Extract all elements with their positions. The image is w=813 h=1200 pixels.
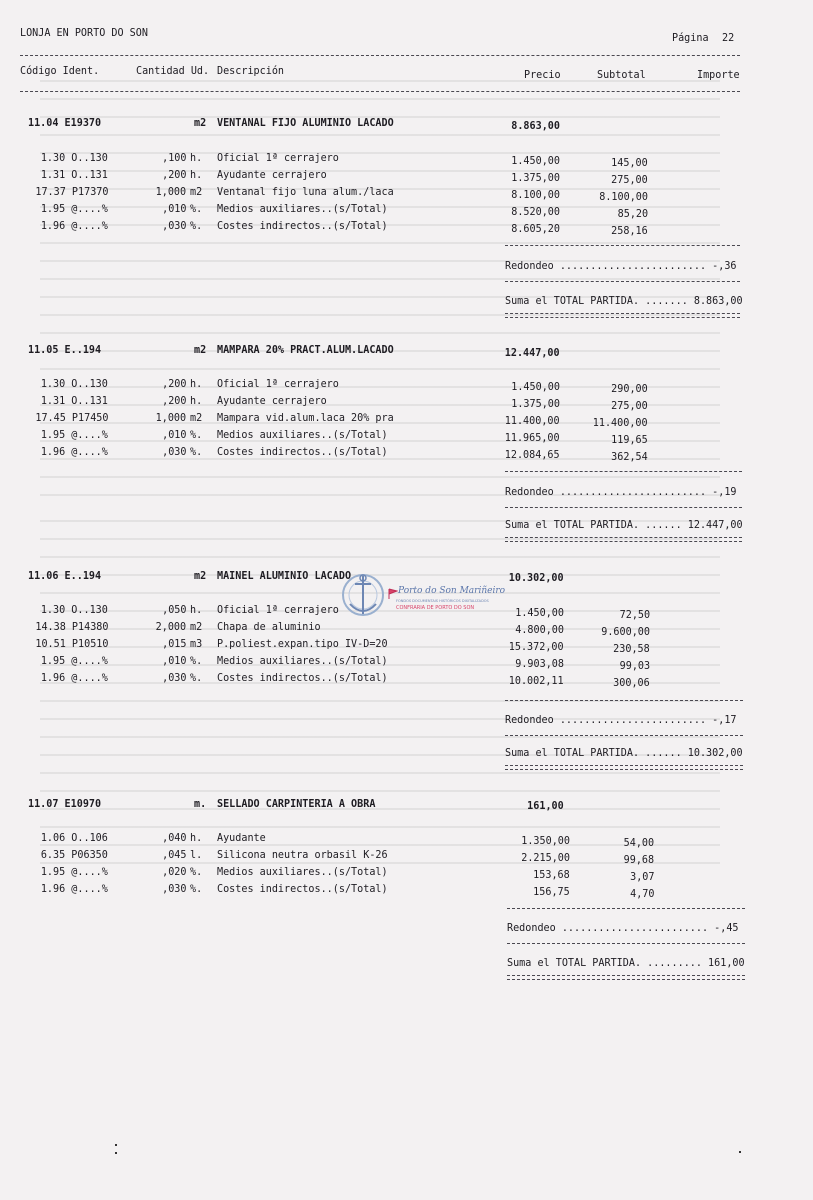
line-code: 1.31 O..131: [40, 168, 108, 181]
line-unit: h.: [190, 168, 203, 181]
item-description: SELLADO CARPINTERIA A OBRA: [217, 797, 376, 810]
total-rule: [505, 735, 743, 736]
line-code: 1.95 @....%: [40, 202, 108, 215]
line-qty: ,030: [161, 882, 186, 895]
line-desc: Ayudante: [217, 831, 266, 844]
line-subtotal: 275,00: [611, 173, 648, 186]
line-price: 2.215,00: [521, 851, 570, 864]
item-code: 11.06 E..194: [28, 569, 102, 582]
line-price: 153,68: [533, 868, 570, 881]
line-desc: Oficial 1ª cerrajero: [217, 151, 339, 164]
stamp-title: Porto do Son Mariñeiro: [398, 586, 506, 596]
line-qty: ,200: [161, 168, 186, 181]
line-qty: ,010: [161, 428, 186, 441]
line-subtotal: 99,68: [623, 853, 654, 866]
line-code: 1.96 @....%: [40, 219, 108, 232]
header-rule-top: [20, 55, 740, 56]
col-price: Precio: [524, 68, 561, 81]
redondeo-rule: [507, 908, 745, 909]
line-subtotal: 3,07: [629, 870, 654, 883]
line-code: 1.96 @....%: [40, 671, 108, 684]
line-unit: l.: [190, 848, 203, 861]
line-code: 1.30 O..130: [40, 151, 108, 164]
line-price: 8.100,00: [511, 188, 560, 201]
line-subtotal: 85,20: [617, 207, 648, 220]
stamp-line1: FONDOS DOCUMENTAIS HISTÓRICOS DIXITALIZADOS: [396, 599, 489, 603]
line-price: 1.450,00: [515, 606, 564, 619]
line-desc: Costes indirectos..(s/Total): [217, 219, 388, 232]
item-code: 11.07 E10970: [28, 797, 102, 810]
line-subtotal: 11.400,00: [593, 416, 648, 429]
col-code: Código Ident.: [20, 64, 100, 77]
item-code: 11.04 E19370: [28, 116, 102, 129]
total-partida: Suma el TOTAL PARTIDA. ....... 8.863,00: [505, 294, 743, 307]
line-price: 9.903,08: [515, 657, 564, 670]
item-price: 10.302,00: [509, 571, 564, 584]
line-desc: Ventanal fijo luna alum./laca: [217, 185, 394, 198]
line-unit: h.: [190, 151, 203, 164]
line-qty: ,050: [161, 603, 186, 616]
scan-speck: [115, 1144, 117, 1146]
line-unit: m3: [190, 637, 203, 650]
line-unit: %.: [190, 865, 203, 878]
line-code: 1.06 O..106: [40, 831, 108, 844]
item-price: 12.447,00: [505, 346, 560, 359]
scan-speck: [739, 1151, 741, 1153]
line-qty: ,010: [161, 654, 186, 667]
line-subtotal: 145,00: [611, 156, 648, 169]
line-qty: ,045: [161, 848, 186, 861]
line-price: 10.002,11: [509, 674, 564, 687]
line-desc: Medios auxiliares..(s/Total): [217, 202, 388, 215]
line-unit: m2: [190, 411, 203, 424]
line-unit: %.: [190, 882, 203, 895]
line-subtotal: 230,58: [613, 642, 650, 655]
line-qty: ,030: [161, 445, 186, 458]
line-qty: 1,000: [155, 185, 186, 198]
line-subtotal: 9.600,00: [601, 625, 650, 638]
line-desc: Costes indirectos..(s/Total): [217, 882, 388, 895]
redondeo: Redondeo ........................ -,19: [505, 485, 737, 498]
col-subtotal: Subtotal: [597, 68, 646, 81]
line-subtotal: 362,54: [611, 450, 648, 463]
line-code: 1.30 O..130: [40, 377, 108, 390]
line-desc: Mampara vid.alum.laca 20% pra: [217, 411, 394, 424]
total-double-rule: [505, 537, 742, 542]
line-subtotal: 54,00: [623, 836, 654, 849]
line-unit: m2: [190, 620, 203, 633]
line-price: 1.450,00: [511, 380, 560, 393]
item-unit: m2: [194, 569, 207, 582]
line-desc: P.poliest.expan.tipo IV-D=20: [217, 637, 388, 650]
line-code: 6.35 P06350: [40, 848, 108, 861]
header-rule-bottom: [20, 91, 740, 92]
line-qty: ,030: [161, 671, 186, 684]
line-code: 1.30 O..130: [40, 603, 108, 616]
redondeo-rule: [505, 471, 742, 472]
line-price: 8.520,00: [511, 205, 560, 218]
total-double-rule: [505, 765, 743, 770]
page-label: Página: [672, 31, 709, 44]
line-subtotal: 275,00: [611, 399, 648, 412]
line-qty: 2,000: [155, 620, 186, 633]
line-unit: h.: [190, 831, 203, 844]
company-title: LONJA EN PORTO DO SON: [20, 26, 148, 39]
scan-speck: [115, 1152, 117, 1154]
item-description: MAINEL ALUMINIO LACADO: [217, 569, 352, 582]
item-unit: m2: [194, 116, 207, 129]
item-description: MAMPARA 20% PRACT.ALUM.LACADO: [217, 343, 394, 356]
line-subtotal: 300,06: [613, 676, 650, 689]
line-unit: %.: [190, 671, 203, 684]
line-code: 1.95 @....%: [40, 865, 108, 878]
col-description: Descripción: [217, 64, 285, 77]
line-price: 1.375,00: [511, 397, 560, 410]
line-desc: Oficial 1ª cerrajero: [217, 603, 339, 616]
redondeo: Redondeo ........................ -,45: [507, 921, 739, 934]
line-unit: %.: [190, 219, 203, 232]
line-qty: ,030: [161, 219, 186, 232]
line-qty: ,200: [161, 377, 186, 390]
line-desc: Medios auxiliares..(s/Total): [217, 428, 388, 441]
item-description: VENTANAL FIJO ALUMINIO LACADO: [217, 116, 394, 129]
anchor-seal-icon: [340, 566, 386, 624]
line-qty: 1,000: [155, 411, 186, 424]
redondeo-rule: [505, 700, 743, 701]
item-price: 8.863,00: [511, 119, 560, 132]
line-price: 15.372,00: [509, 640, 564, 653]
total-rule: [505, 507, 742, 508]
line-subtotal: 99,03: [619, 659, 650, 672]
line-unit: m2: [190, 185, 203, 198]
line-code: 1.31 O..131: [40, 394, 108, 407]
line-subtotal: 119,65: [611, 433, 648, 446]
redondeo-rule: [505, 245, 740, 246]
line-code: 1.96 @....%: [40, 882, 108, 895]
col-qty-unit: Cantidad Ud.: [136, 64, 210, 77]
line-code: 17.37 P17370: [34, 185, 108, 198]
item-code: 11.05 E..194: [28, 343, 102, 356]
line-desc: Medios auxiliares..(s/Total): [217, 654, 388, 667]
total-partida: Suma el TOTAL PARTIDA. ...... 12.447,00: [505, 518, 743, 531]
line-qty: ,100: [161, 151, 186, 164]
line-desc: Ayudante cerrajero: [217, 168, 327, 181]
line-code: 1.95 @....%: [40, 654, 108, 667]
page-number: 22: [722, 31, 735, 44]
line-code: 17.45 P17450: [34, 411, 108, 424]
line-desc: Oficial 1ª cerrajero: [217, 377, 339, 390]
line-subtotal: 4,70: [629, 887, 654, 900]
line-price: 12.084,65: [505, 448, 560, 461]
col-amount: Importe: [697, 68, 740, 81]
line-price: 1.450,00: [511, 154, 560, 167]
line-qty: ,200: [161, 394, 186, 407]
stamp-line2: CONFRARIA DE PORTO DO SON: [396, 605, 475, 611]
line-qty: ,020: [161, 865, 186, 878]
line-desc: Ayudante cerrajero: [217, 394, 327, 407]
line-unit: %.: [190, 428, 203, 441]
line-subtotal: 290,00: [611, 382, 648, 395]
line-desc: Costes indirectos..(s/Total): [217, 671, 388, 684]
line-qty: ,010: [161, 202, 186, 215]
line-subtotal: 8.100,00: [599, 190, 648, 203]
line-unit: h.: [190, 377, 203, 390]
line-price: 8.605,20: [511, 222, 560, 235]
line-unit: %.: [190, 202, 203, 215]
line-unit: %.: [190, 445, 203, 458]
line-code: 1.96 @....%: [40, 445, 108, 458]
total-rule: [507, 943, 745, 944]
archive-stamp: [340, 566, 506, 626]
line-price: 1.350,00: [521, 834, 570, 847]
item-price: 161,00: [527, 799, 564, 812]
line-price: 11.400,00: [505, 414, 560, 427]
line-unit: %.: [190, 654, 203, 667]
total-partida: Suma el TOTAL PARTIDA. ......... 161,00: [507, 956, 745, 969]
line-unit: h.: [190, 394, 203, 407]
line-code: 10.51 P10510: [34, 637, 108, 650]
item-unit: m2: [194, 343, 207, 356]
line-qty: ,015: [161, 637, 186, 650]
total-partida: Suma el TOTAL PARTIDA. ...... 10.302,00: [505, 746, 743, 759]
item-unit: m.: [194, 797, 207, 810]
line-desc: Silicona neutra orbasil K-26: [217, 848, 388, 861]
line-desc: Medios auxiliares..(s/Total): [217, 865, 388, 878]
redondeo: Redondeo ........................ -,17: [505, 713, 737, 726]
line-code: 1.95 @....%: [40, 428, 108, 441]
line-price: 4.800,00: [515, 623, 564, 636]
total-double-rule: [505, 313, 740, 318]
line-unit: h.: [190, 603, 203, 616]
line-code: 14.38 P14380: [34, 620, 108, 633]
line-price: 11.965,00: [505, 431, 560, 444]
line-desc: Chapa de aluminio: [217, 620, 321, 633]
line-subtotal: 72,50: [619, 608, 650, 621]
redondeo: Redondeo ........................ -,36: [505, 259, 737, 272]
total-double-rule: [507, 975, 745, 980]
line-qty: ,040: [161, 831, 186, 844]
line-price: 156,75: [533, 885, 570, 898]
line-desc: Costes indirectos..(s/Total): [217, 445, 388, 458]
line-subtotal: 258,16: [611, 224, 648, 237]
total-rule: [505, 281, 740, 282]
line-price: 1.375,00: [511, 171, 560, 184]
